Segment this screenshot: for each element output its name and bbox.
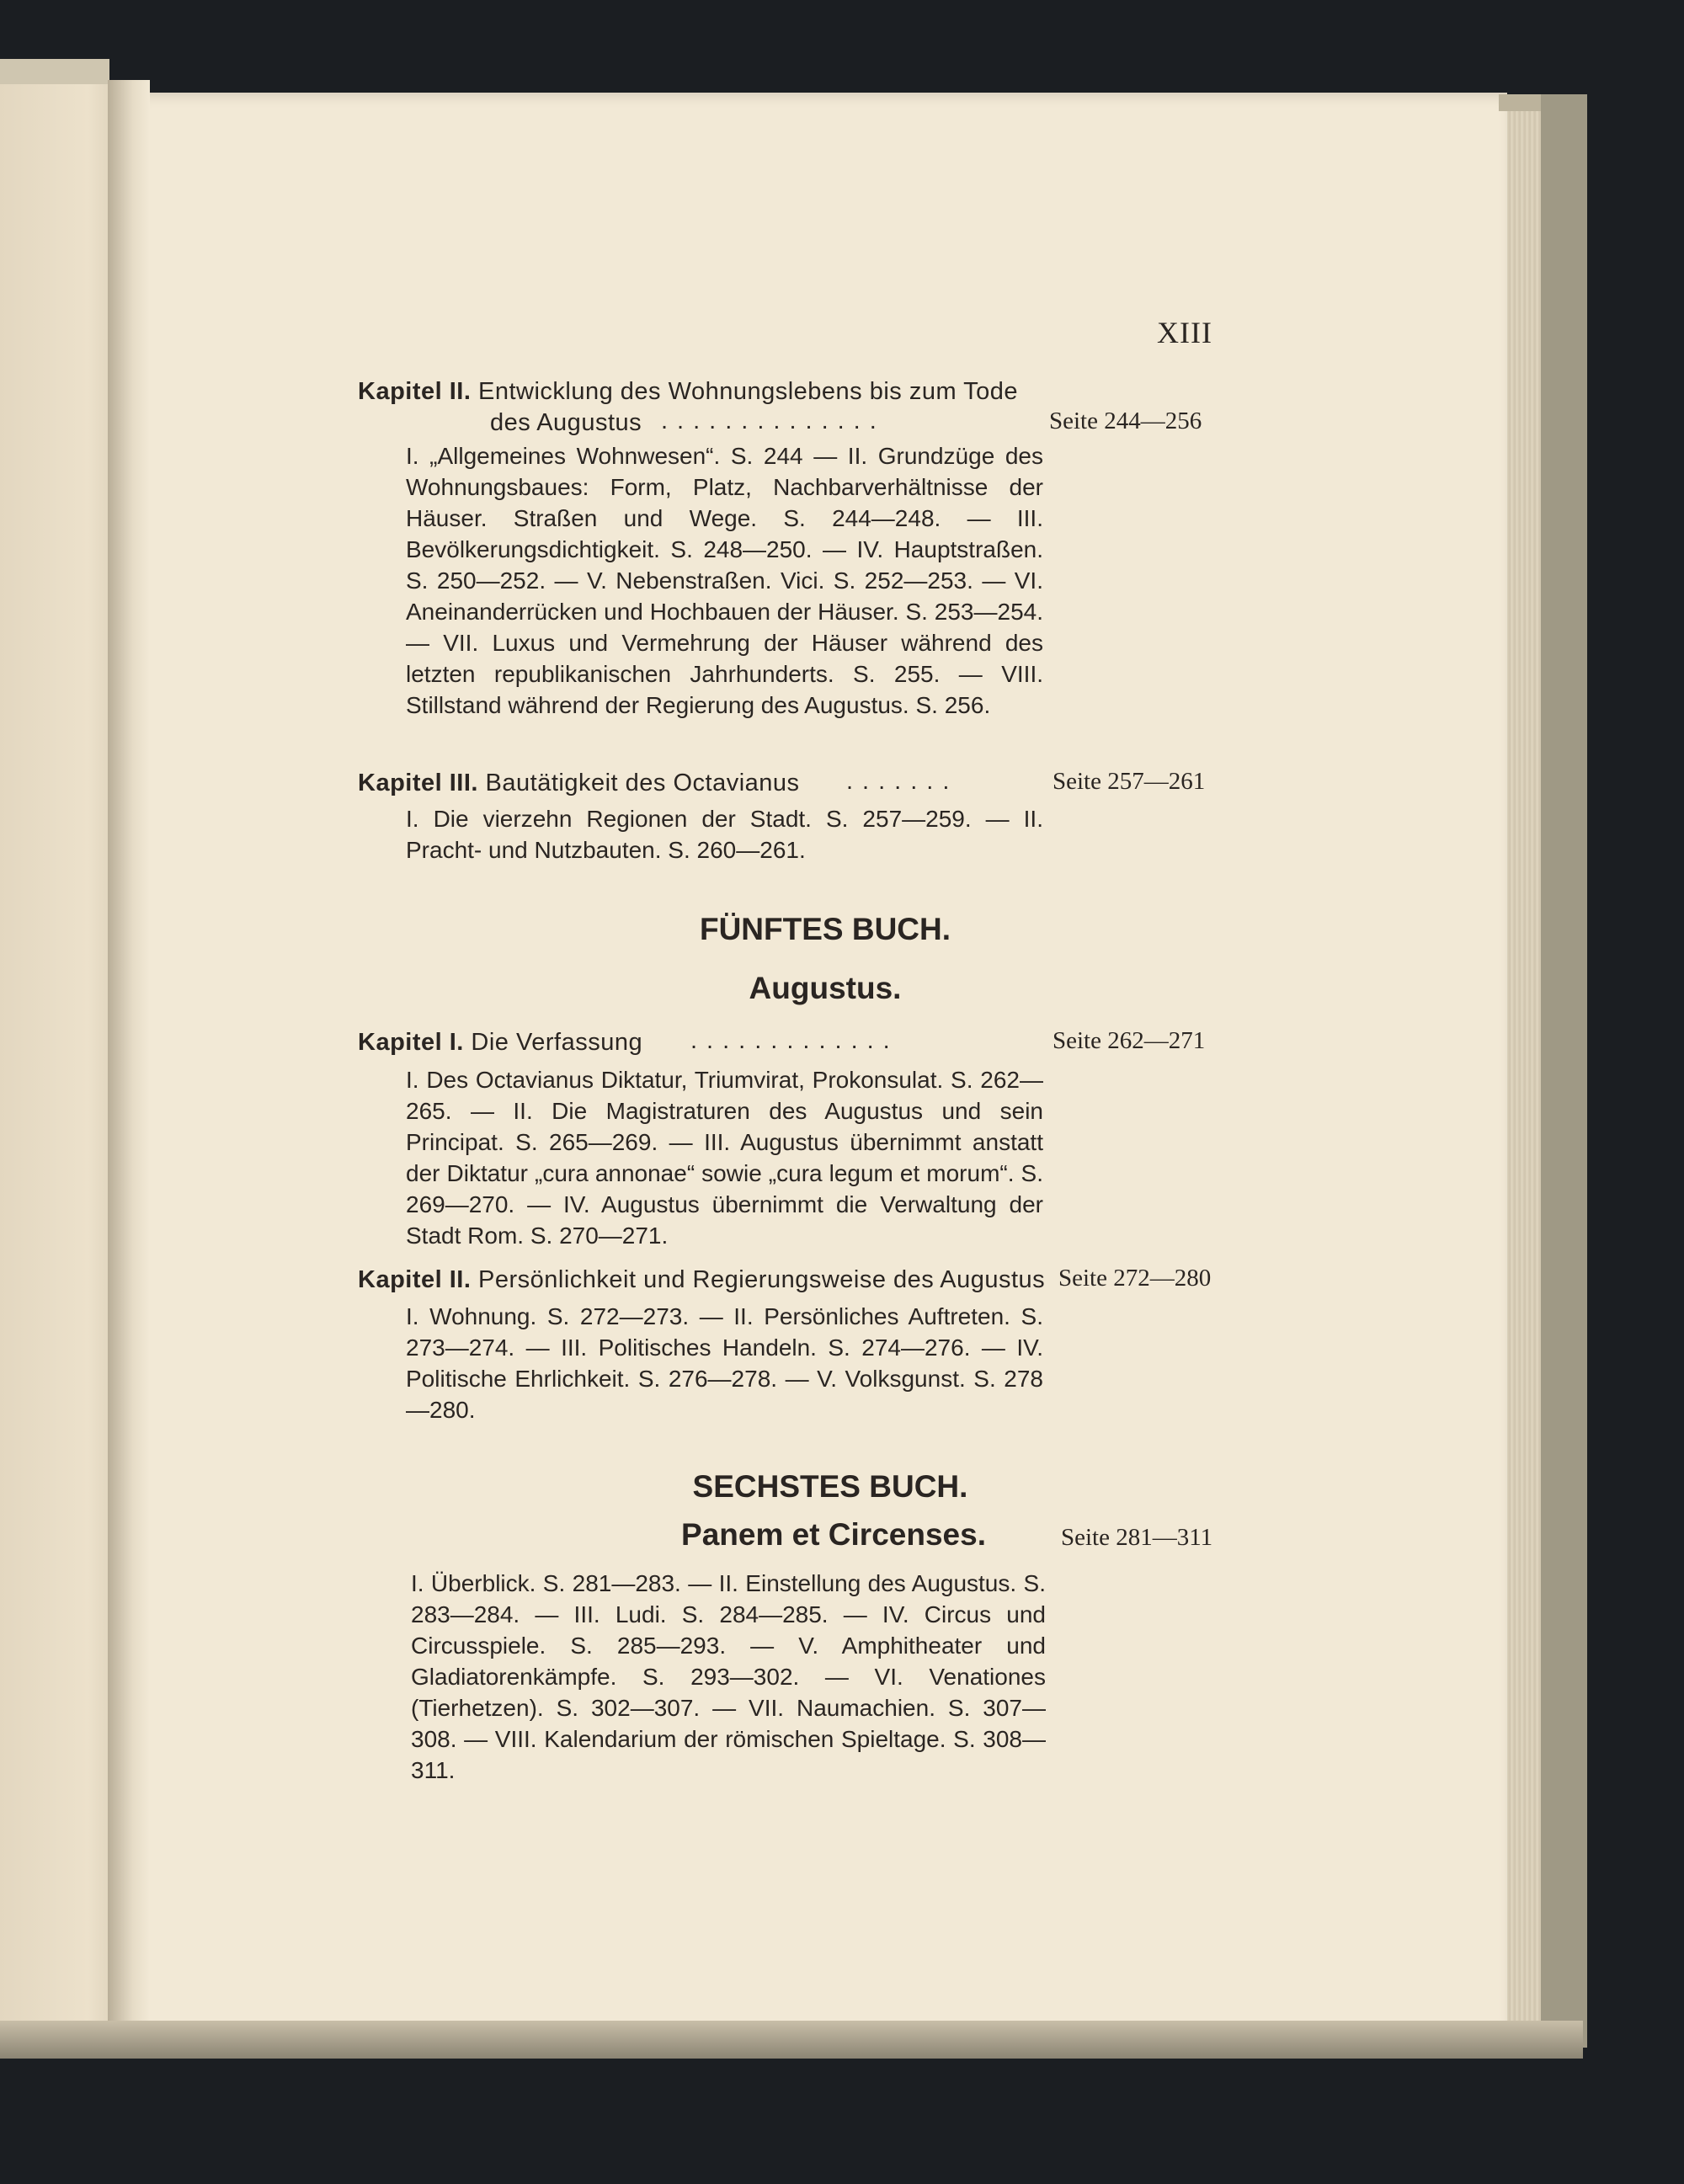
chapter-label: Kapitel II. [358, 1266, 472, 1293]
page-number: XIII [1157, 316, 1212, 349]
chapter-title: Entwicklung des Wohnungslebens bis zum Tode [477, 378, 1019, 405]
book-subtitle: Panem et Circenses. [681, 1517, 986, 1552]
chapter-summary: I. „Allgemeines Wohnwesen“. S. 244 — II. Grundzüge des Wohnungsbaues: Form, Platz, Nachbarverhältnisse der Häuser. Straßen und Wege. S. 244—248. — III. Bevölkerungsdichtigkeit. S. 248—250. — IV. Hauptstraßen. S. 250—252. — V. Nebenstraßen. Vici. S. 252—253. — VI. Aneinanderrücken und Hochbauen der Häuser. S. 253—254. — VII. Luxus und Vermehrung der Häuser während des letzten republikanischen Jahrhunderts. S. 255. — VIII. Stillstand während der Regierung des Augustus. S. 256. [406, 443, 1043, 718]
chapter-label: Kapitel II. [358, 378, 472, 405]
page-range: Seite 272—280 [1058, 1265, 1212, 1292]
chapter-label: Kapitel I. [358, 1029, 464, 1056]
book-subtitle: Augustus. [749, 971, 902, 1005]
chapter-title-continued: des Augustus [490, 409, 642, 436]
page-range: Seite 281—311 [1061, 1524, 1213, 1551]
chapter-summary: I. Wohnung. S. 272—273. — II. Persönliches Auftreten. S. 273—274. — III. Politisches Handeln. S. 274—276. — IV. Politische Ehrlichkeit. S. 276—278. — V. Volksgunst. S. 278—280. [406, 1303, 1043, 1423]
chapter-title: Persönlichkeit und Regierungsweise des Augustus [477, 1266, 1046, 1293]
page-range: Seite 244—256 [1049, 408, 1202, 434]
chapter-title: Bautätigkeit des Octavianus [485, 770, 800, 796]
leader-dots: .............. [661, 408, 886, 434]
book-title: SECHSTES BUCH. [692, 1469, 968, 1504]
chapter-summary: I. Des Octavianus Diktatur, Triumvirat, Prokonsulat. S. 262—265. — II. Die Magistraturen des Augustus und sein Principat. S. 265—269. — III. Augustus übernimmt anstatt der Diktatur „cura annonae“ sowie „cura legum et morum“. S. 269—270. — IV. Augustus übernimmt die Verwaltung der Stadt Rom. S. 270—271. [406, 1067, 1043, 1249]
book-summary: I. Überblick. S. 281—283. — II. Einstellung des Augustus. S. 283—284. — III. Ludi. S. 284—285. — IV. Circus und Circusspiele. S. 285—293. — V. Amphitheater und Gladiatorenkämpfe. S. 293—302. — VI. Venationes (Tierhetzen). S. 302—307. — VII. Naumachien. S. 307—308. — VIII. Kalendarium der römischen Spieltage. S. 308—311. [411, 1570, 1046, 1783]
page-range: Seite 257—261 [1052, 768, 1206, 795]
chapter-summary: I. Die vierzehn Regionen der Stadt. S. 257—259. — II. Pracht- und Nutzbauten. S. 260—261. [406, 806, 1043, 863]
book-title: FÜNFTES BUCH. [699, 912, 951, 946]
chapter-heading [358, 376, 1221, 407]
page-range: Seite 262—271 [1052, 1027, 1206, 1054]
chapter-title: Die Verfassung [471, 1029, 643, 1056]
leader-dots: ............. [690, 1027, 899, 1054]
leader-dots: ....... [846, 768, 959, 795]
chapter-label: Kapitel III. [358, 770, 478, 796]
